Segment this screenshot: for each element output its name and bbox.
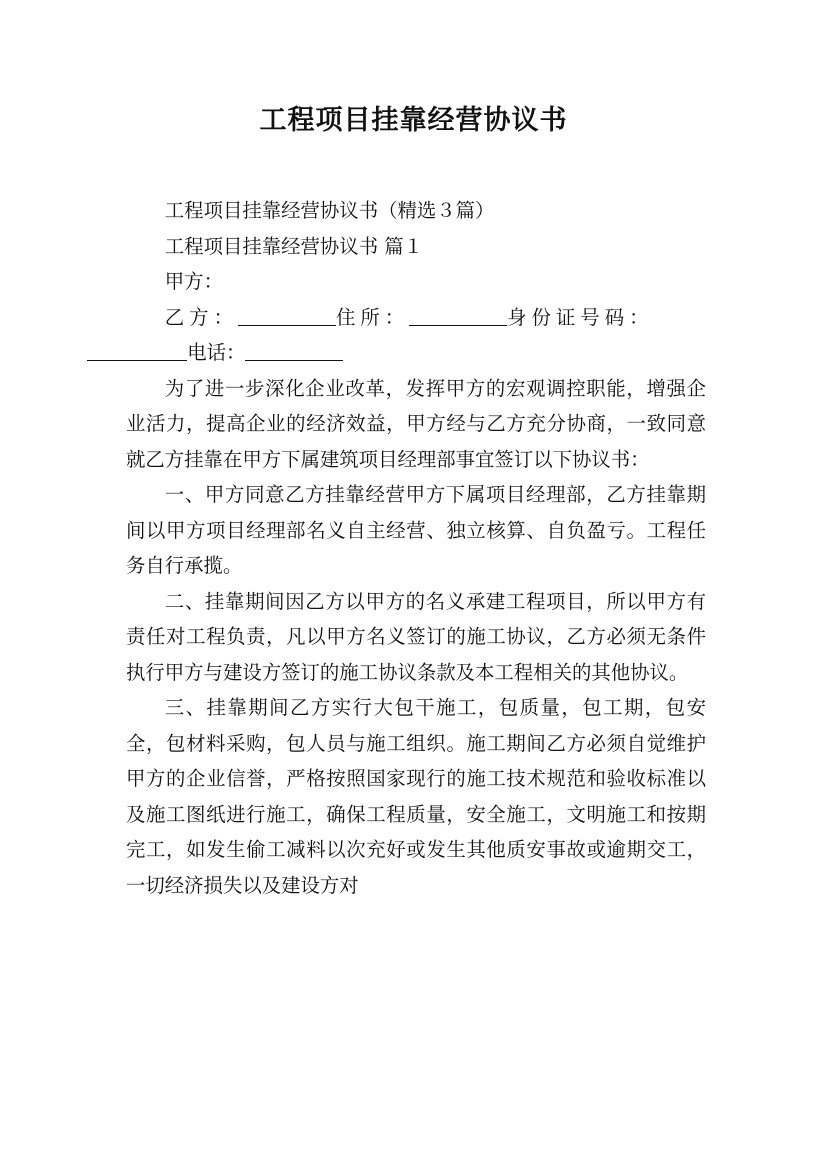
paragraph-intro: 为了进一步深化企业改革，发挥甲方的宏观调控职能，增强企业活力，提高企业的经济效益，甲方经与乙方充分协商，一致同意就乙方挂靠在甲方下属建筑项目经理部事宜签订以下协议书：	[126, 376, 706, 471]
party-a-label: 甲方：	[164, 270, 223, 293]
document-title: 工程项目挂靠经营协议书	[259, 105, 568, 136]
id-number-label: 身份证号码：	[507, 305, 654, 329]
address-blank	[409, 304, 507, 325]
id-number-blank	[87, 340, 187, 361]
address-label: 住所：	[335, 305, 410, 329]
paragraph-clause-3: 三、挂靠期间乙方实行大包干施工，包质量，包工期，包安全，包材料采购，包人员与施工组织。施工期间乙方必须自觉维护甲方的企业信誉，严格按照国家现行的施工技术规范和验收标准以及施工图纸进行施工，确保工程质量，安全施工，文明施工和按期完工，如发生偷工减料以次充好或发生其他质安事故或逾期交工，一切经济损失以及建设方对	[126, 696, 706, 897]
party-b-label: 乙方：	[164, 305, 238, 329]
document-subtitle: 工程项目挂靠经营协议书（精选３篇）	[164, 199, 495, 222]
party-b-blank	[238, 304, 336, 325]
paragraph-clause-1: 一、甲方同意乙方挂靠经营甲方下属项目经理部，乙方挂靠期间以甲方项目经理部名义自主经营、独立核算、自负盈亏。工程任务自行承揽。	[126, 483, 706, 577]
document-body	[126, 193, 706, 903]
phone-blank	[245, 340, 343, 361]
paragraph-clause-2: 二、挂靠期间因乙方以甲方的名义承建工程项目，所以甲方有责任对工程负责，凡以甲方名义签订的施工协议，乙方必须无条件执行甲方与建设方签订的施工协议条款及本工程相关的其他协议。	[126, 589, 706, 684]
phone-label: 电话：	[187, 341, 246, 364]
part-heading: 工程项目挂靠经营协议书 篇１	[164, 234, 424, 258]
party-b-info	[126, 300, 706, 371]
